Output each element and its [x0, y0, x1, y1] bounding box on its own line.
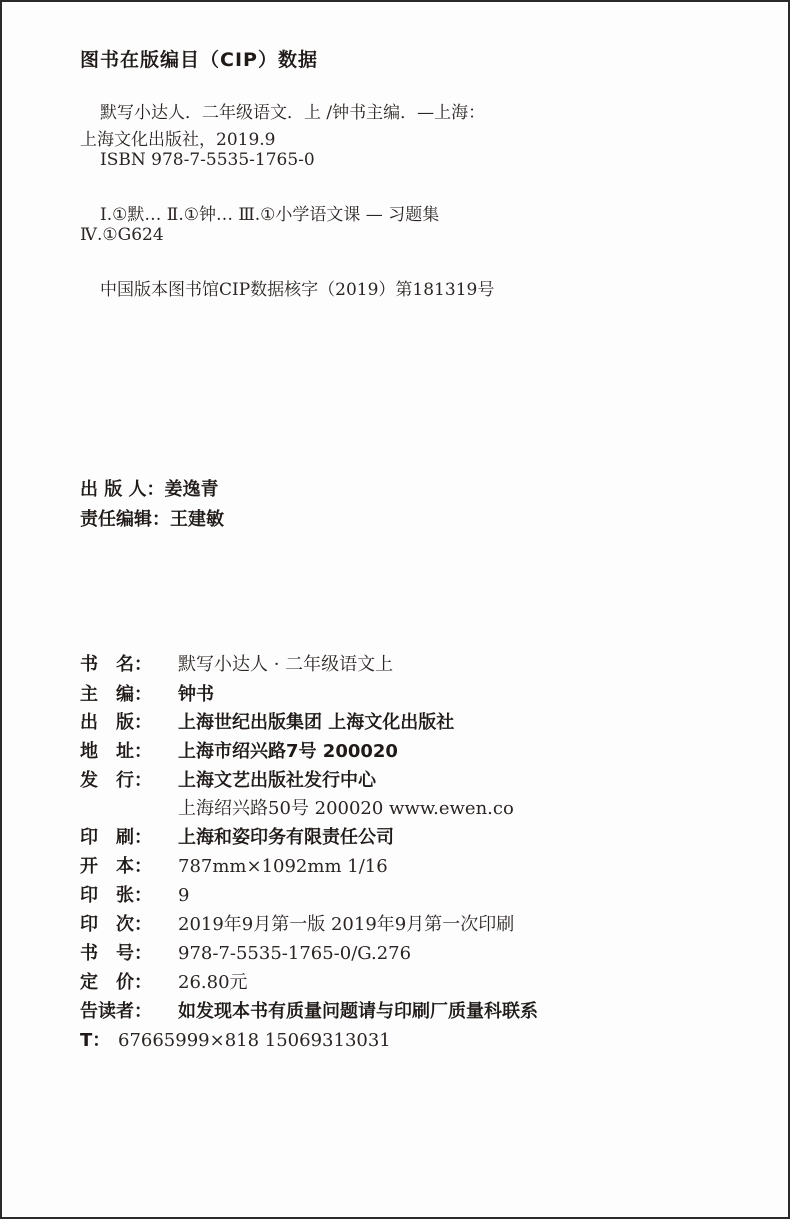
detail-row-distribution: 发 行： 上海文艺出版社发行中心	[80, 770, 376, 791]
detail-row-notice: 告读者： 如发现本书有质量问题请与印刷厂质量科联系	[80, 1001, 538, 1022]
detail-row-publisher: 出 版： 上海世纪出版集团 上海文化出版社	[80, 712, 455, 733]
publisher-value: 姜逸青	[164, 479, 219, 500]
cip-heading: 图书在版编目（CIP）数据	[80, 49, 318, 71]
editor-value: 王建敏	[170, 509, 224, 530]
publisher-label: 出 版 人：	[80, 479, 165, 500]
editor-row	[80, 505, 224, 531]
detail-row-phone: T： 67665999×818 15069313031	[80, 1030, 391, 1051]
detail-row-book-number: 书 号： 978-7-5535-1765-0/G.276	[80, 943, 412, 964]
detail-row-address: 地 址： 上海市绍兴路7号 200020	[80, 741, 398, 762]
detail-row-format: 开 本： 787mm×1092mm 1/16	[80, 856, 388, 877]
detail-row-title: 书 名： 默写小达人 · 二年级语文上	[80, 654, 394, 675]
cip-isbn-line: ISBN 978-7-5535-1765-0	[100, 150, 315, 170]
cip-classification-number: Ⅳ.①G624	[80, 225, 164, 245]
detail-row-sheets: 印 张： 9	[80, 885, 190, 906]
editor-label: 责任编辑：	[80, 509, 170, 530]
detail-row-edition: 印 次： 2019年9月第一版 2019年9月第一次印刷	[80, 914, 515, 935]
detail-row-editor: 主 编： 钟书	[80, 684, 214, 705]
cip-classification-line: Ⅰ.①默… Ⅱ.①钟… Ⅲ.①小学语文课 — 习题集	[100, 205, 440, 225]
cip-record-number: 中国版本图书馆CIP数据核字（2019）第181319号	[100, 280, 495, 300]
detail-row-distribution-address: 上海绍兴路50号 200020 www.ewen.co	[178, 798, 514, 819]
detail-row-printer: 印 刷： 上海和姿印务有限责任公司	[80, 827, 394, 848]
detail-row-price: 定 价： 26.80元	[80, 972, 248, 993]
publisher-row	[80, 475, 219, 501]
cip-publisher-line: 上海文化出版社，2019.9	[80, 130, 276, 150]
cip-title-line: 默写小达人．二年级语文．上 /钟书主编．—上海：	[100, 103, 486, 123]
